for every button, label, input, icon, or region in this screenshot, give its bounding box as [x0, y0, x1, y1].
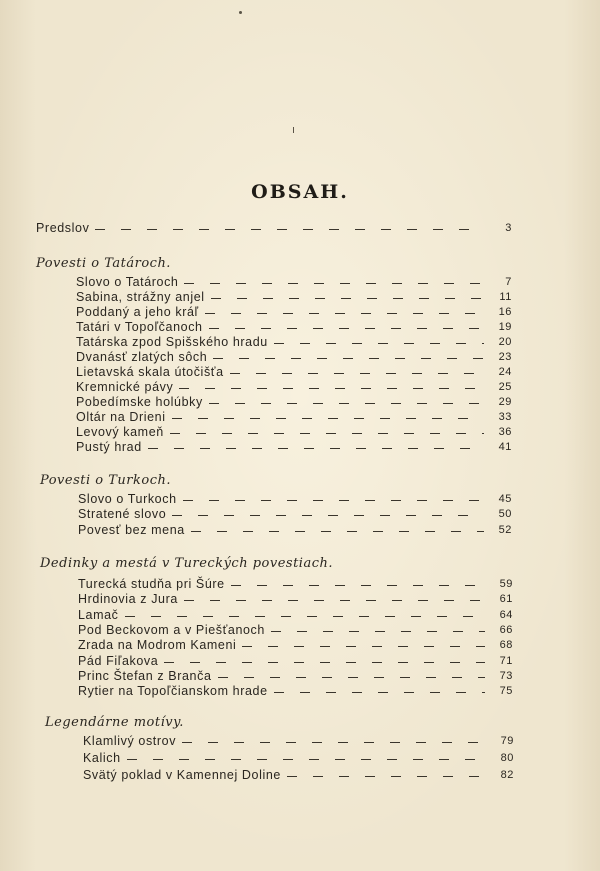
dot-leader — [230, 373, 484, 374]
toc-entry — [83, 750, 514, 766]
toc-entry-label: Levový kameň — [76, 425, 164, 439]
toc-entry-preface — [36, 220, 512, 236]
toc-entry-label: Slovo o Turkoch — [78, 492, 177, 506]
toc-entry-page: 19 — [498, 321, 512, 333]
toc-entry-label: Poddaný a jeho kráľ — [76, 305, 199, 319]
dot-leader — [191, 531, 484, 532]
section-heading: Povesti o Turkoch. — [40, 473, 171, 488]
toc-entry — [76, 304, 512, 320]
ink-speck — [239, 11, 242, 14]
toc-entry-page: 11 — [499, 291, 512, 303]
dot-leader — [211, 298, 484, 299]
toc-entry — [78, 653, 513, 669]
toc-entry — [78, 591, 513, 607]
toc-entry — [78, 622, 513, 638]
toc-entry — [78, 607, 513, 623]
toc-entry-label: Sabina, strážny anjel — [76, 290, 205, 304]
toc-entry-label: Pobedímske holúbky — [76, 395, 203, 409]
toc-entry — [78, 506, 512, 522]
dot-leader — [274, 343, 484, 344]
toc-entry-label: Tatári v Topoľčanoch — [76, 320, 203, 334]
toc-entry — [76, 319, 512, 335]
toc-entry-label: Princ Štefan z Branča — [78, 669, 212, 683]
dot-leader — [170, 433, 484, 434]
toc-entry — [76, 379, 512, 395]
toc-entry-label: Rytier na Topoľčianskom hrade — [78, 684, 268, 698]
dot-leader — [184, 283, 484, 284]
toc-entry — [76, 289, 512, 305]
dot-leader — [213, 358, 484, 359]
toc-entry-page: 3 — [505, 222, 512, 234]
dot-leader — [127, 759, 486, 760]
toc-entry-page: 41 — [498, 441, 512, 453]
toc-entry-page: 75 — [499, 685, 513, 697]
toc-entry-label: Zrada na Modrom Kameni — [78, 638, 237, 652]
section-heading: Legendárne motívy. — [45, 715, 184, 730]
dot-leader — [209, 403, 484, 404]
dot-leader — [287, 776, 486, 777]
dot-leader — [218, 677, 486, 678]
toc-entry-label: Dvanásť zlatých sôch — [76, 350, 208, 364]
toc-entry-page: 59 — [499, 578, 513, 590]
toc-entry-page: 73 — [499, 670, 513, 682]
toc-entry-page: 61 — [499, 593, 513, 605]
toc-entry-label: Tatárska zpod Spišského hradu — [76, 335, 268, 349]
toc-entry-page: 82 — [500, 769, 514, 781]
toc-entry — [76, 409, 512, 425]
toc-entry-label: Turecká studňa pri Šúre — [78, 577, 225, 591]
toc-entry-page: 79 — [500, 735, 514, 747]
toc-entry-page: 64 — [499, 609, 513, 621]
toc-entry — [76, 364, 512, 380]
toc-entry — [76, 439, 512, 455]
toc-entry-label: Lietavská skala útočišťa — [76, 365, 224, 379]
toc-entry-label: Lamač — [78, 608, 119, 622]
toc-entry-page: 25 — [498, 381, 512, 393]
toc-entry-label: Pustý hrad — [76, 440, 142, 454]
toc-entry — [76, 274, 512, 290]
dot-leader — [271, 631, 485, 632]
dot-leader — [148, 448, 484, 449]
toc-entry-label: Kalich — [83, 751, 121, 765]
toc-entry — [83, 767, 514, 783]
page-title: OBSAH. — [251, 181, 349, 203]
toc-entry — [83, 733, 514, 749]
toc-entry-page: 66 — [499, 624, 513, 636]
toc-entry-page: 29 — [498, 396, 512, 408]
dot-leader — [179, 388, 484, 389]
section-heading: Povesti o Tatároch. — [36, 256, 171, 271]
dot-leader — [231, 585, 485, 586]
dot-leader — [205, 313, 484, 314]
toc-entry-page: 45 — [498, 493, 512, 505]
toc-entry — [78, 683, 513, 699]
toc-entry-page: 23 — [498, 351, 512, 363]
dot-leader — [95, 229, 484, 230]
toc-entry-page: 24 — [498, 366, 512, 378]
toc-entry — [78, 576, 513, 592]
toc-entry-page: 80 — [500, 752, 514, 764]
dot-leader — [172, 515, 484, 516]
toc-entry-page: 33 — [498, 411, 512, 423]
toc-entry-label: Slovo o Tatároch — [76, 275, 179, 289]
dot-leader — [125, 616, 485, 617]
toc-entry-page: 20 — [498, 336, 512, 348]
dot-leader — [242, 646, 485, 647]
dot-leader — [164, 662, 485, 663]
toc-entry — [78, 668, 513, 684]
toc-entry-page: 71 — [499, 655, 513, 667]
dot-leader — [183, 500, 484, 501]
toc-entry-label: Stratené slovo — [78, 507, 167, 521]
toc-entry-label: Predslov — [36, 221, 90, 235]
dot-leader — [182, 742, 486, 743]
dot-leader — [274, 692, 485, 693]
toc-entry-page: 68 — [499, 639, 513, 651]
dot-leader — [209, 328, 484, 329]
toc-entry-label: Oltár na Drieni — [76, 410, 166, 424]
toc-entry-page: 36 — [498, 426, 512, 438]
dot-leader — [184, 600, 485, 601]
section-heading: Dedinky a mestá v Tureckých povestiach. — [40, 556, 333, 571]
toc-entry-label: Pád Fiľakova — [78, 654, 159, 668]
dot-leader — [172, 418, 484, 419]
toc-entry-page: 52 — [498, 524, 512, 536]
toc-entry — [78, 522, 512, 538]
toc-entry-page: 50 — [498, 508, 512, 520]
toc-entry-label: Pod Beckovom a v Piešťanoch — [78, 623, 265, 637]
toc-entry-label: Povesť bez mena — [78, 523, 185, 537]
toc-entry — [76, 349, 512, 365]
toc-entry — [76, 394, 512, 410]
toc-entry — [76, 424, 512, 440]
toc-entry-label: Klamlivý ostrov — [83, 734, 177, 748]
toc-entry-page: 7 — [505, 276, 512, 288]
toc-entry — [76, 334, 512, 350]
toc-entry — [78, 637, 513, 653]
ink-speck — [293, 127, 294, 133]
toc-entry-label: Svätý poklad v Kamennej Doline — [83, 768, 281, 782]
toc-entry-label: Hrdinovia z Jura — [78, 592, 178, 606]
toc-entry-label: Kremnické pávy — [76, 380, 174, 394]
toc-entry-page: 16 — [498, 306, 512, 318]
toc-entry — [78, 491, 512, 507]
